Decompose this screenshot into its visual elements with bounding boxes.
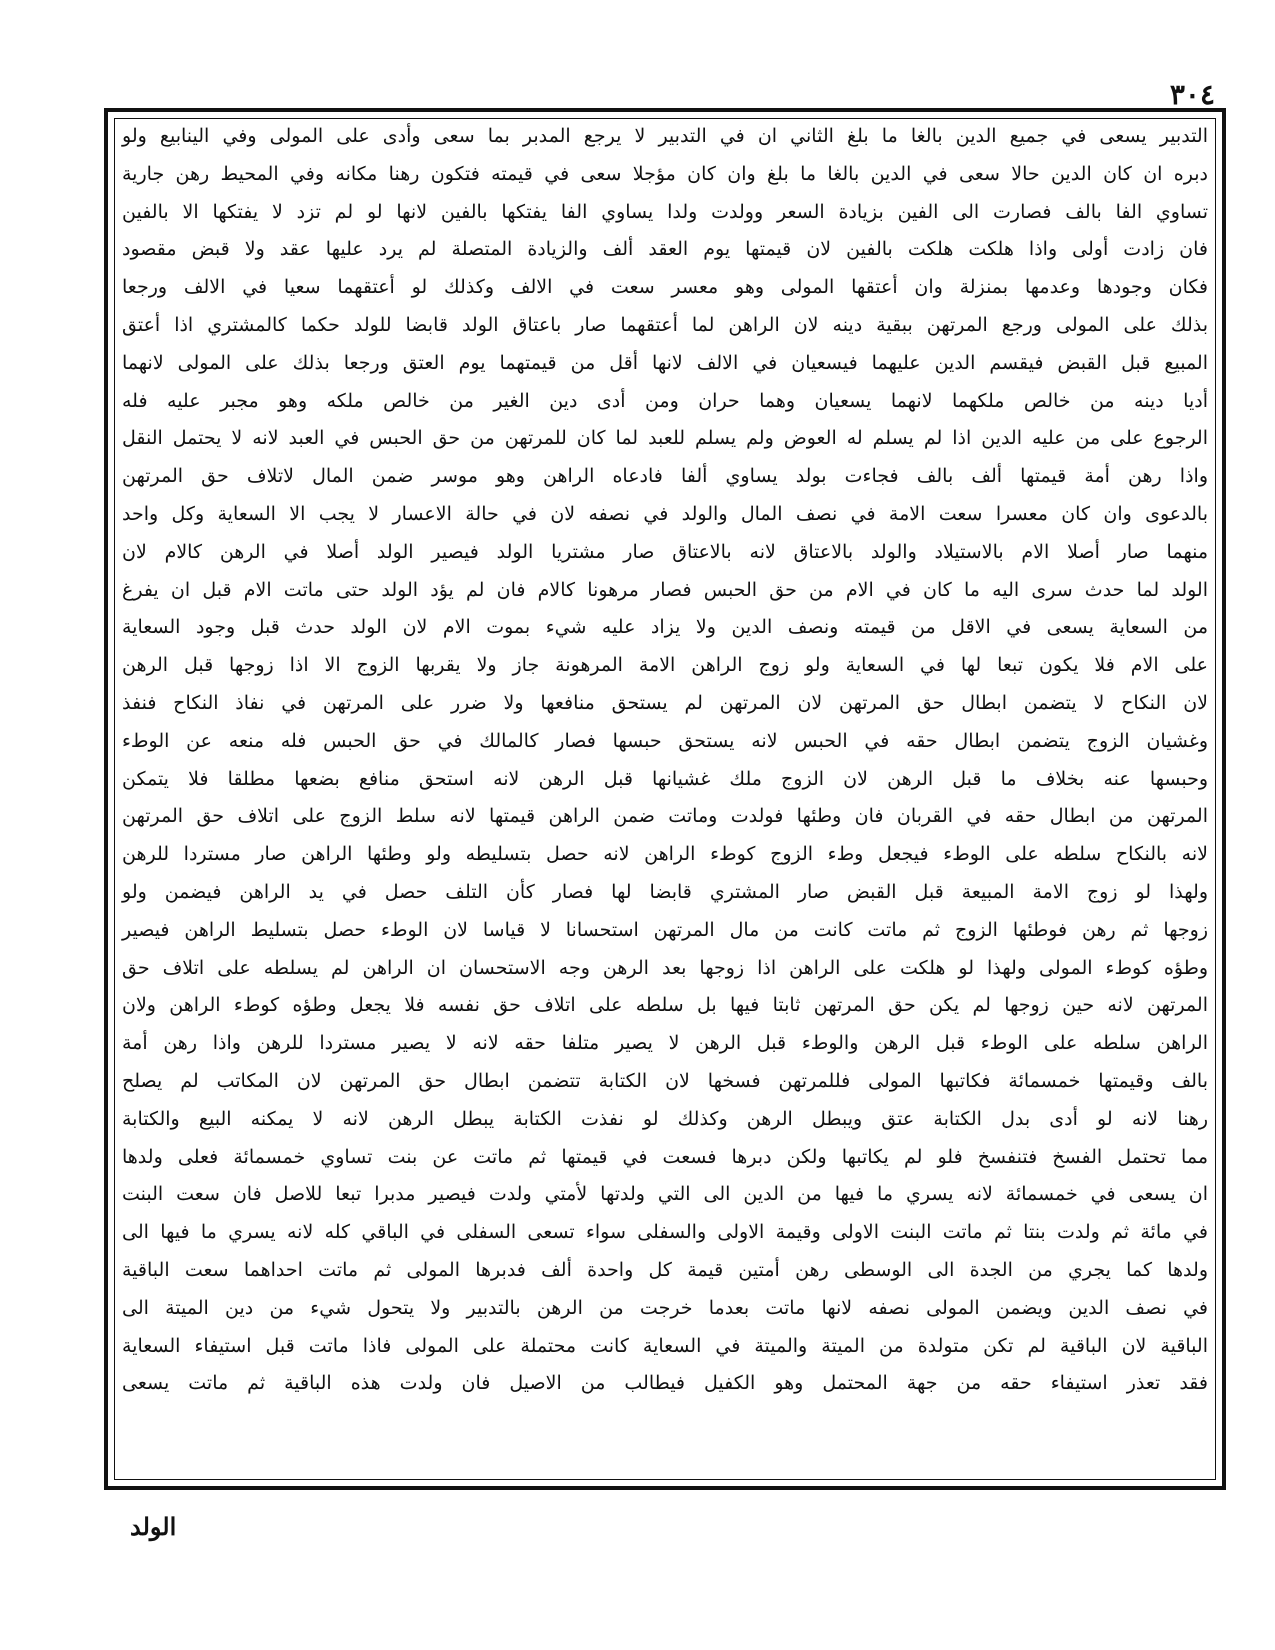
text-line: ان يسعى في خمسمائة لانه يسري ما فيها من الدين الى التي ولدتها لأمتي ولدت فيصير مدبرا تبعا للاصل فان سعت البنت [122,1183,1208,1206]
text-line: في نصف الدين ويضمن المولى نصفه لانها ماتت بعدما خرجت من الرهن بالتدبير ولا يتحول شيء من دين الميتة الى [122,1296,1208,1319]
text-line: على الام فلا يكون تبعا لها في السعاية ولو زوج الراهن الامة المرهونة جاز ولا يقربها الزوج الا اذا زوجها قبل الرهن [122,654,1208,677]
text-line: لانه بالنكاح سلطه على الوطء فيجعل وطء الزوج كوطء الراهن لانه حصل بتسليطه ولو وطئها الراهن صار مستردا للرهن [122,843,1208,866]
text-line: فان زادت أولى واذا هلكت هلكت بالفين لان قيمتها يوم العقد ألف والزيادة المتصلة لم يرد عليها عقد ولا قبض مقصود [122,238,1208,261]
text-line: فقد تعذر استيفاء حقه من جهة المحتمل وهو الكفيل فيطالب من الاصيل فان ولدت هذه الباقية ثم ماتت يسعى [122,1372,1208,1395]
text-line: لان النكاح لا يتضمن ابطال حق المرتهن لان المرتهن لم يستحق منافعها ولا ضرر على المرتهن في نفاذ النكاح فنفذ [122,691,1208,714]
text-line: وطؤه كوطء المولى ولهذا لو هلكت على الراهن اذا زوجها بعد الرهن وجه الاستحسان ان الراهن لم يسلطه على اتلاف حق [122,956,1208,979]
text-line: ولدها كما يجري من الجدة الى الوسطى رهن أمتين قيمة كل واحدة ألف فدبرها المولى ثم ماتت احداهما سعت الباقية [122,1258,1208,1281]
text-line: الولد لما حدث سرى اليه ما كان في الام من حق الحبس فصار مرهونا كالام فان لم يؤد الولد حتى ماتت الام قبل ان يفرغ [122,578,1208,601]
text-line: من السعاية يسعى في الاقل من قيمته ونصف الدين ولا يزاد عليه شيء بموت الام لان الولد حدث قبل وجود السعاية [122,616,1208,639]
text-line: بالف وقيمتها خمسمائة فكاتبها المولى فللمرتهن فسخها لان الكتابة تتضمن ابطال حق المرتهن لان المكاتب لم يصلح [122,1069,1208,1092]
text-line: رهنا لانه لو أدى بدل الكتابة عتق ويبطل الرهن وكذلك لو نفذت الكتابة يبطل الرهن لانه لا يمكنه البيع والكتابة [122,1107,1208,1130]
text-line: المرتهن لانه حين زوجها لم يكن حق المرتهن ثابتا فيها بل سلطه على اتلاف حق نفسه فلا يجعل وطؤه كوطء الراهن ولان [122,994,1208,1017]
text-line: التدبير يسعى في جميع الدين بالغا ما بلغ الثاني ان في التدبير لا يرجع المدبر بما سعى وأدى على المولى وفي الينابيع ولو [122,125,1208,147]
text-line: الراهن سلطه على الوطء قبل الرهن والوطء قبل الرهن لا يصير متلفا حقه لانه لا يصير مستردا للرهن واذا رهن أمة [122,1032,1208,1055]
text-line: زوجها ثم رهن فوطئها الزوج ثم ماتت كانت من مال المرتهن استحسانا لا قياسا لان الوطء حصل بتسليط الراهن فيصير [122,918,1208,941]
text-line: المرتهن من ابطال حقه في القربان فان وطئها فولدت وماتت ضمن الراهن قيمتها لانه سلط الزوج على اتلاف حق المرتهن [122,805,1208,828]
text-line: بذلك على المولى ورجع المرتهن ببقية دينه لان الراهن لما أعتقهما صار باعتاق الولد قابضا للولد حكما كالمشتري اذا أعتق [122,313,1208,336]
text-line: وحبسها عنه بخلاف ما قبل الرهن لان الزوج ملك غشيانها قبل الرهن لانه استحق منافع بضعها مطلقا فلا يتمكن [122,767,1208,790]
text-line: أديا دينه من خالص ملكهما لانهما يسعيان وهما حران ومن أدى دين الغير من خالص ملكه وهو مجبر عليه فله [122,389,1208,412]
catchword: الولد [130,1512,177,1541]
text-line: واذا رهن أمة قيمتها ألف بالف فجاءت بولد يساوي ألفا فادعاه الراهن وهو موسر ضمن المال لاتلاف حق المرتهن [122,465,1208,488]
text-line: المبيع قبل القبض فيقسم الدين عليهما فيسعيان في الالف لانها أقل من قيمتهما يوم العتق ورجعا بذلك على المولى لانهما [122,351,1208,374]
text-line: ولهذا لو زوج الامة المبيعة قبل القبض صار المشتري قابضا لها فصار كأن التلف حصل في يد الراهن فيضمن ولو [122,880,1208,903]
text-line: الباقية لان الباقية لم تكن متولدة من الميتة والميتة في السعاية كانت محتملة على المولى فاذا ماتت قبل استيفاء السعاية [122,1334,1208,1357]
page-number: ٣٠٤ [1169,78,1215,111]
text-line: تساوي الفا بالف فصارت الى الفين بزيادة السعر وولدت ولدا يساوي الفا يفتكها بالفين لانها لو لم تزد لا يفتكها الا بالفين [122,200,1208,223]
text-line: مما تحتمل الفسخ فتنفسخ فلو لم يكاتبها ولكن دبرها فسعت في قيمتها ثم ماتت عن بنت تساوي خمسمائة فعلى ولدها [122,1145,1208,1168]
text-line: وغشيان الزوج يتضمن ابطال حقه في الحبس لانه يستحق حبسها فصار كالمالك في حق الحبس فله منعه عن الوطء [122,729,1208,752]
text-line: بالدعوى وان كان معسرا سعت الامة في نصف المال والولد في نصفه لان في حالة الاعسار لا يجب الا السعاية وكل واحد [122,502,1208,525]
text-line: فكان وجودها وعدمها بمنزلة وان أعتقها المولى وهو معسر سعت في الالف وكذلك لو أعتقهما سعيا في الالف ورجعا [122,276,1208,299]
main-text-block [116,118,1214,1482]
text-line: الرجوع على من عليه الدين اذا لم يسلم له العوض ولم يسلم للعبد لما كان للمرتهن من حق الحبس في العبد لانه لا يحتمل النقل [122,427,1208,450]
text-line: منهما صار أصلا الام بالاستيلاد والولد بالاعتاق لانه بالاعتاق صار مشتريا الولد فيصير الولد أصلا في الرهن كالام لان [122,540,1208,563]
text-line: في مائة ثم ولدت بنتا ثم ماتت البنت الاولى وقيمة الاولى والسفلى سواء تسعى السفلى في الباقي كله لانه يسري ما فيها الى [122,1221,1208,1244]
text-line: دبره ان كان الدين حالا سعى في الدين بالغا ما بلغ وان كان مؤجلا سعى في قيمته فتكون رهنا مكانه وفي المحيط رهن جارية [122,162,1208,185]
